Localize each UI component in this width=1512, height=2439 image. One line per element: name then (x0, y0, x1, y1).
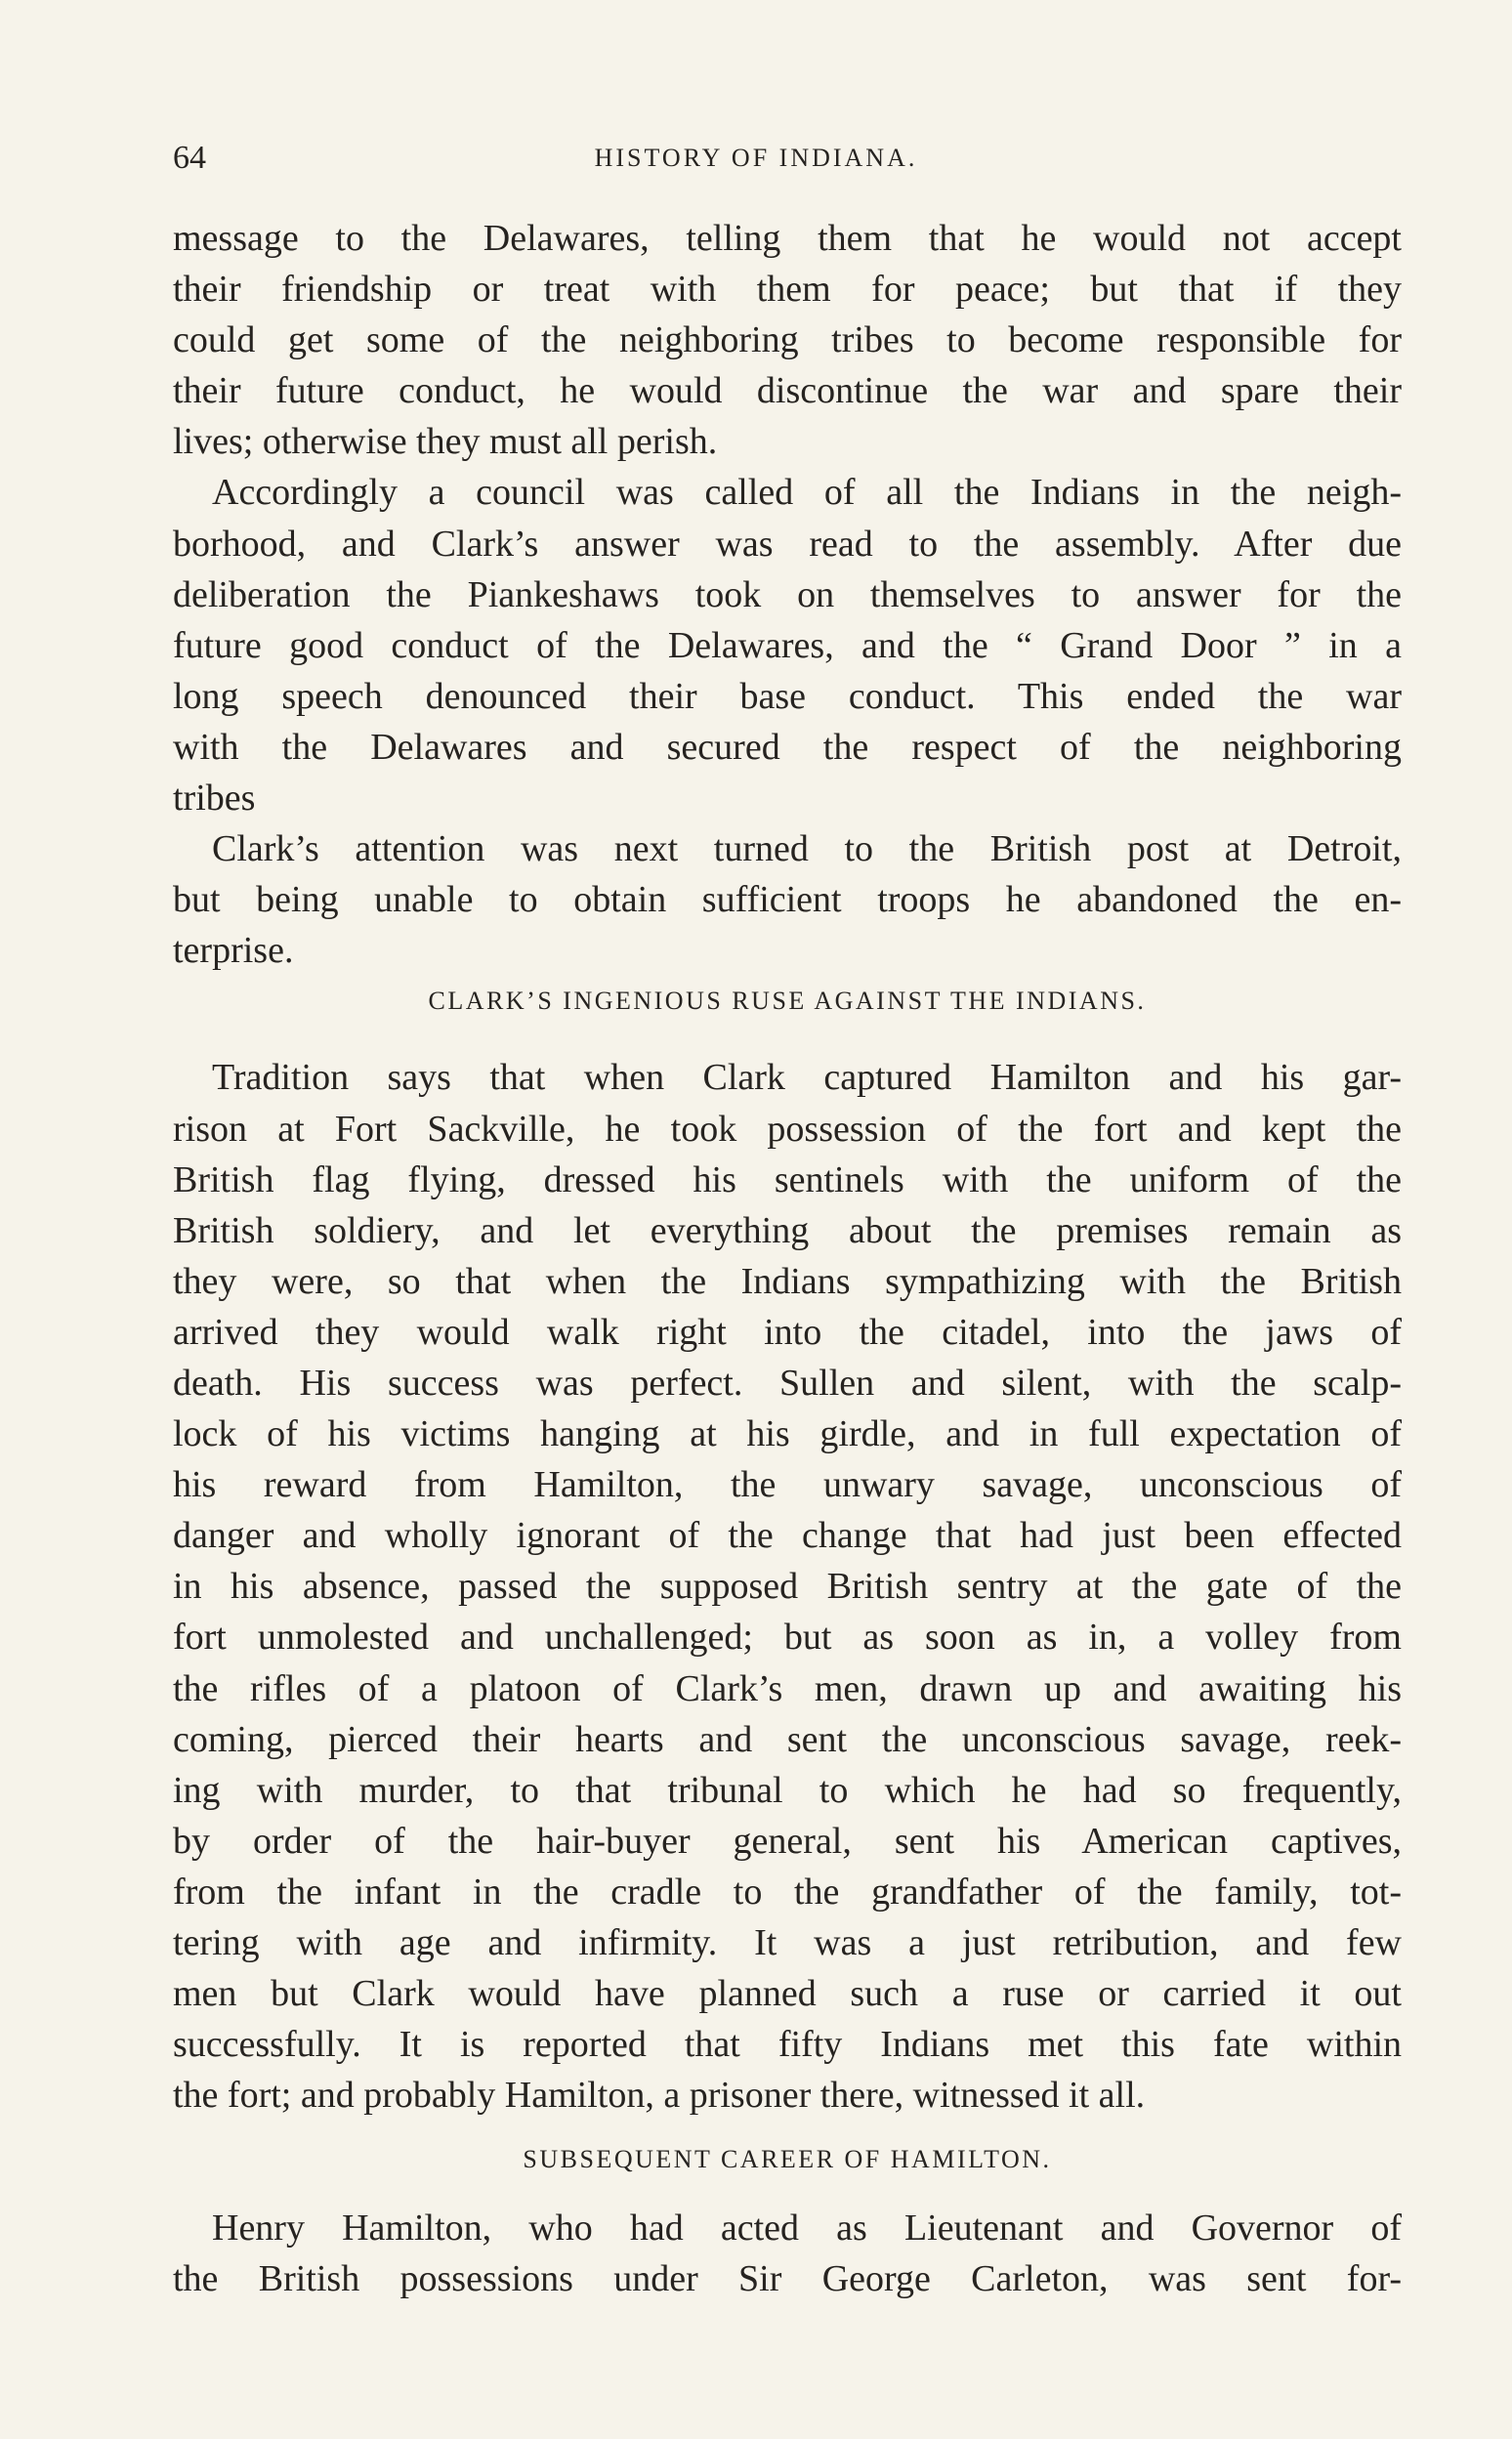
section-heading-hamilton: SUBSEQUENT CAREER OF HAMILTON. (523, 2145, 1052, 2174)
section-heading-ruse: CLARK’S INGENIOUS RUSE AGAINST THE INDIANS. (428, 987, 1147, 1016)
text-line: death. His success was perfect. Sullen and silent, with the scalp- (173, 1362, 1402, 1404)
text-line: Henry Hamilton, who had acted as Lieutenant and Governor of (212, 2208, 1402, 2250)
text-line: they were, so that when the Indians sympathizing with the British (173, 1260, 1402, 1302)
text-line: borhood, and Clark’s answer was read to the assembly. After due (173, 523, 1402, 565)
paragraph-detroit (173, 823, 1402, 976)
paragraph-henry-hamilton (173, 2203, 1402, 2304)
text-line: tribes (173, 778, 256, 820)
running-head: HISTORY OF INDIANA. (594, 144, 918, 172)
spacer (173, 2189, 1402, 2203)
text-line: the rifles of a platoon of Clark’s men, drawn up and awaiting his (173, 1667, 1402, 1709)
paragraph-delawares-message (173, 213, 1402, 467)
text-line: from the infant in the cradle to the grandfather of the family, tot- (173, 1871, 1402, 1913)
spacer (173, 1038, 1402, 1052)
text-line: by order of the hair-buyer general, sent his American captives, (173, 1820, 1402, 1862)
text-line: successfully. It is reported that fifty Indians met this fate within (173, 2024, 1402, 2066)
text-line: with the Delawares and secured the respect of the neighboring (173, 726, 1402, 768)
text-line: deliberation the Piankeshaws took on themselves to answer for the (173, 573, 1402, 615)
text-line: coming, pierced their hearts and sent the unconscious savage, reek- (173, 1718, 1402, 1760)
text-line: British soldiery, and let everything about the premises remain as (173, 1209, 1402, 1251)
text-line: tering with age and infirmity. It was a just retribution, and few (173, 1922, 1402, 1963)
text-line: their friendship or treat with them for peace; but that if they (173, 269, 1402, 311)
text-line: in his absence, passed the supposed British sentry at the gate of the (173, 1566, 1402, 1608)
text-line: their future conduct, he would discontinue the war and spare their (173, 370, 1402, 412)
text-line: rison at Fort Sackville, he took possession of the fort and kept the (173, 1108, 1402, 1150)
text-line: future good conduct of the Delawares, and the “ Grand Door ” in a (173, 624, 1402, 666)
text-line: message to the Delawares, telling them that he would not accept (173, 218, 1402, 259)
page-number: 64 (173, 140, 206, 176)
text-line: fort unmolested and unchallenged; but as soon as in, a volley from (173, 1617, 1402, 1659)
text-line: the fort; and probably Hamilton, a prisoner there, witnessed it all. (173, 2075, 1146, 2117)
body-text (173, 213, 1402, 2305)
text-line: but being unable to obtain sufficient troops he abandoned the en- (173, 879, 1402, 921)
paragraph-tradition (173, 1052, 1402, 2121)
text-line: arrived they would walk right into the citadel, into the jaws of (173, 1311, 1402, 1353)
text-line: lives; otherwise they must all perish. (173, 421, 718, 463)
text-line: lock of his victims hanging at his girdle, and in full expectation of (173, 1413, 1402, 1455)
text-line: ing with murder, to that tribunal to which he had so frequently, (173, 1769, 1402, 1811)
text-line: long speech denounced their base conduct. This ended the war (173, 675, 1402, 717)
text-line: men but Clark would have planned such a ruse or carried it out (173, 1973, 1402, 2015)
paragraph-council (173, 467, 1402, 823)
text-line: could get some of the neighboring tribes to become responsible for (173, 319, 1402, 361)
text-line: danger and wholly ignorant of the change that had just been effected (173, 1515, 1402, 1557)
text-line: Accordingly a council was called of all the Indians in the neigh- (212, 472, 1402, 514)
text-line: Clark’s attention was next turned to the British post at Detroit, (212, 828, 1402, 870)
text-line: Tradition says that when Clark captured Hamilton and his gar- (212, 1057, 1402, 1099)
text-line: the British possessions under Sir George Carleton, was sent for- (173, 2258, 1402, 2300)
text-line: terprise. (173, 930, 294, 972)
text-line: his reward from Hamilton, the unwary savage, unconscious of (173, 1464, 1402, 1506)
text-line: British flag flying, dressed his sentinels with the uniform of the (173, 1158, 1402, 1200)
